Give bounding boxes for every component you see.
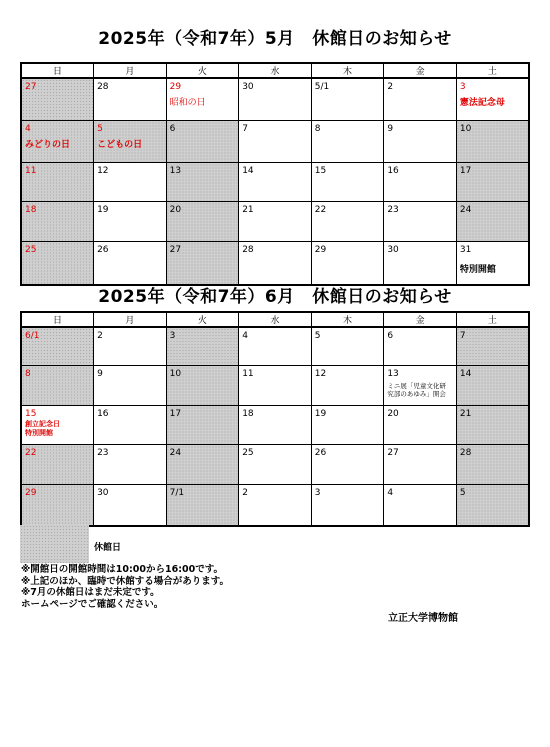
weekday-header: 日 [21, 312, 94, 327]
day-number: 18 [25, 205, 37, 215]
day-cell [239, 121, 312, 163]
day-cell [384, 242, 457, 286]
day-number: 11 [25, 166, 37, 176]
day-number: 23 [387, 205, 399, 215]
weekday-header: 火 [166, 63, 239, 78]
day-cell [94, 366, 167, 406]
day-number: 16 [387, 166, 399, 176]
week-row [21, 163, 529, 202]
may-title: 2025年（令和7年）5月 休館日のお知らせ [98, 29, 452, 49]
day-number: 7 [242, 124, 248, 134]
day-number: 3 [169, 331, 176, 341]
june-title: 2025年（令和7年）6月 休館日のお知らせ [98, 287, 452, 307]
day-number: 3 [314, 488, 321, 498]
closed-day-cell [21, 327, 94, 366]
day-number: 5 [314, 331, 321, 341]
week-row [21, 242, 529, 286]
closed-day-cell [166, 121, 239, 163]
day-number: 4 [242, 331, 248, 341]
closed-day-cell [21, 202, 94, 242]
weekday-header: 金 [384, 312, 457, 327]
day-number: 11 [242, 369, 254, 379]
weekday-header: 土 [456, 312, 529, 327]
day-cell [94, 163, 167, 202]
day-cell [456, 242, 529, 286]
weekday-header: 水 [239, 312, 312, 327]
day-number: 24 [459, 205, 472, 215]
day-number: 3 [459, 82, 466, 92]
day-number: 20 [387, 409, 399, 419]
weekday-header: 日 [21, 63, 94, 78]
day-number: 2 [387, 82, 394, 92]
day-number: 21 [459, 409, 472, 419]
day-cell [239, 366, 312, 406]
week-row [21, 78, 529, 121]
closed-day-cell [456, 327, 529, 366]
day-cell [311, 78, 384, 121]
day-number: 9 [387, 124, 394, 134]
day-cell [384, 78, 457, 121]
closed-day-cell [21, 485, 94, 527]
organization-name: 立正大学博物館 [388, 613, 458, 624]
week-row [21, 406, 529, 445]
day-number: 10 [169, 369, 182, 379]
day-cell [239, 202, 312, 242]
week-row [21, 485, 529, 527]
closed-day-cell [456, 163, 529, 202]
day-cell [384, 445, 457, 485]
closed-day-cell [166, 366, 239, 406]
closed-day-cell [166, 202, 239, 242]
day-number: 29 [25, 488, 37, 498]
day-number: 20 [169, 205, 182, 215]
closed-day-cell [21, 366, 94, 406]
closed-day-cell [456, 366, 529, 406]
day-cell [311, 366, 384, 406]
day-number: 2 [97, 331, 103, 341]
day-cell [384, 202, 457, 242]
day-number: 25 [242, 448, 254, 458]
legend-label: 休館日 [94, 543, 122, 553]
day-cell [239, 163, 312, 202]
day-number: 8 [25, 369, 31, 379]
day-number: 22 [314, 205, 327, 215]
closed-day-cell [166, 406, 239, 445]
day-cell [21, 406, 94, 445]
day-number: 16 [97, 409, 109, 419]
day-number: 28 [242, 245, 254, 255]
day-number: 15 [25, 409, 37, 419]
closed-day-cell [456, 485, 529, 527]
day-cell [94, 78, 167, 121]
day-cell [384, 163, 457, 202]
day-number: 17 [459, 166, 472, 176]
day-number: 27 [25, 82, 37, 92]
day-note: みどりの日 [25, 140, 71, 150]
day-note: ミニ展「児童文化研 究部のあゆみ」開会 [387, 382, 446, 398]
day-cell [94, 242, 167, 286]
note-line: ホームページでご確認ください。 [21, 598, 164, 610]
day-cell [239, 406, 312, 445]
closed-day-cell [456, 406, 529, 445]
day-number: 30 [242, 82, 254, 92]
day-number: 18 [242, 409, 254, 419]
day-number: 4 [387, 488, 394, 498]
day-cell [239, 242, 312, 286]
week-row [21, 202, 529, 242]
day-number: 8 [314, 124, 321, 134]
day-number: 9 [97, 369, 103, 379]
weekday-header-row [21, 312, 529, 327]
day-cell [239, 485, 312, 527]
day-cell [239, 78, 312, 121]
day-number: 27 [387, 448, 399, 458]
closed-day-cell [456, 202, 529, 242]
day-number: 25 [25, 245, 37, 255]
week-row [21, 366, 529, 406]
notes [21, 564, 229, 610]
day-cell [311, 202, 384, 242]
day-cell [239, 445, 312, 485]
day-number: 28 [459, 448, 472, 458]
day-note: 憲法記念母 [459, 98, 505, 108]
day-number: 7/1 [169, 488, 185, 498]
note-line: ※上記のほか、臨時で休館する場合があります。 [21, 575, 229, 587]
weekday-header: 木 [311, 312, 384, 327]
day-number: 23 [97, 448, 109, 458]
day-number: 5/1 [314, 82, 330, 92]
day-number: 30 [97, 488, 109, 498]
day-cell [311, 242, 384, 286]
day-cell [94, 406, 167, 445]
day-number: 12 [97, 166, 109, 176]
weekday-header: 月 [94, 63, 167, 78]
day-number: 19 [97, 205, 109, 215]
day-number: 15 [314, 166, 327, 176]
day-number: 31 [459, 245, 472, 255]
day-number: 19 [314, 409, 327, 419]
day-cell [239, 327, 312, 366]
weekday-header: 金 [384, 63, 457, 78]
day-cell [384, 366, 457, 406]
day-note: 特別開館 [459, 265, 496, 275]
day-note: 創立記念日 特別開館 [25, 420, 60, 437]
weekday-header: 水 [239, 63, 312, 78]
day-number: 6 [169, 124, 176, 134]
day-number: 10 [459, 124, 472, 134]
day-number: 27 [169, 245, 182, 255]
june-calendar [20, 311, 530, 527]
day-number: 6 [387, 331, 394, 341]
day-number: 22 [25, 448, 37, 458]
day-number: 28 [97, 82, 109, 92]
closed-day-cell [456, 121, 529, 163]
day-number: 29 [314, 245, 327, 255]
closed-day-cell [166, 163, 239, 202]
weekday-header-row [21, 63, 529, 78]
day-cell [384, 406, 457, 445]
day-cell [456, 78, 529, 121]
day-number: 13 [387, 369, 399, 379]
day-number: 5 [459, 488, 466, 498]
day-number: 17 [169, 409, 182, 419]
closed-day-cell [21, 445, 94, 485]
closed-day-cell [166, 327, 239, 366]
note-line: ※開館日の開館時間は10:00から16:00です。 [21, 564, 223, 575]
day-cell [94, 202, 167, 242]
day-number: 12 [314, 369, 327, 379]
may-calendar [20, 62, 530, 286]
note-line: ※7月の休館日はまだ未定です。 [21, 587, 160, 598]
closed-day-cell [21, 121, 94, 163]
day-cell [311, 406, 384, 445]
day-number: 29 [169, 82, 182, 92]
weekday-header: 木 [311, 63, 384, 78]
closed-day-cell [21, 163, 94, 202]
closed-day-cell [21, 242, 94, 286]
closed-day-cell [94, 121, 167, 163]
day-number: 14 [242, 166, 254, 176]
day-number: 24 [169, 448, 182, 458]
day-cell [384, 121, 457, 163]
day-cell [311, 485, 384, 527]
closed-day-cell [21, 78, 94, 121]
weekday-header: 火 [166, 312, 239, 327]
week-row [21, 121, 529, 163]
closed-day-cell [166, 485, 239, 527]
day-number: 7 [459, 331, 466, 341]
day-note: こどもの日 [97, 140, 143, 150]
day-number: 6/1 [25, 331, 40, 341]
closed-day-cell [166, 445, 239, 485]
closed-day-legend-swatch [20, 525, 89, 563]
closed-day-cell [456, 445, 529, 485]
day-number: 26 [314, 448, 327, 458]
day-number: 26 [97, 245, 109, 255]
weekday-header: 土 [456, 63, 529, 78]
day-cell [311, 327, 384, 366]
day-number: 13 [169, 166, 182, 176]
day-number: 2 [242, 488, 248, 498]
day-cell [311, 121, 384, 163]
day-cell [384, 327, 457, 366]
day-note: 昭和の日 [169, 98, 206, 108]
day-cell [94, 445, 167, 485]
day-number: 4 [25, 124, 31, 134]
day-cell [384, 485, 457, 527]
day-number: 30 [387, 245, 399, 255]
day-cell [311, 163, 384, 202]
day-number: 14 [459, 369, 472, 379]
week-row [21, 445, 529, 485]
day-cell [166, 78, 239, 121]
week-row [21, 327, 529, 366]
day-cell [311, 445, 384, 485]
day-number: 21 [242, 205, 254, 215]
weekday-header: 月 [94, 312, 167, 327]
day-cell [94, 327, 167, 366]
day-cell [94, 485, 167, 527]
day-number: 5 [97, 124, 103, 134]
closed-day-cell [166, 242, 239, 286]
